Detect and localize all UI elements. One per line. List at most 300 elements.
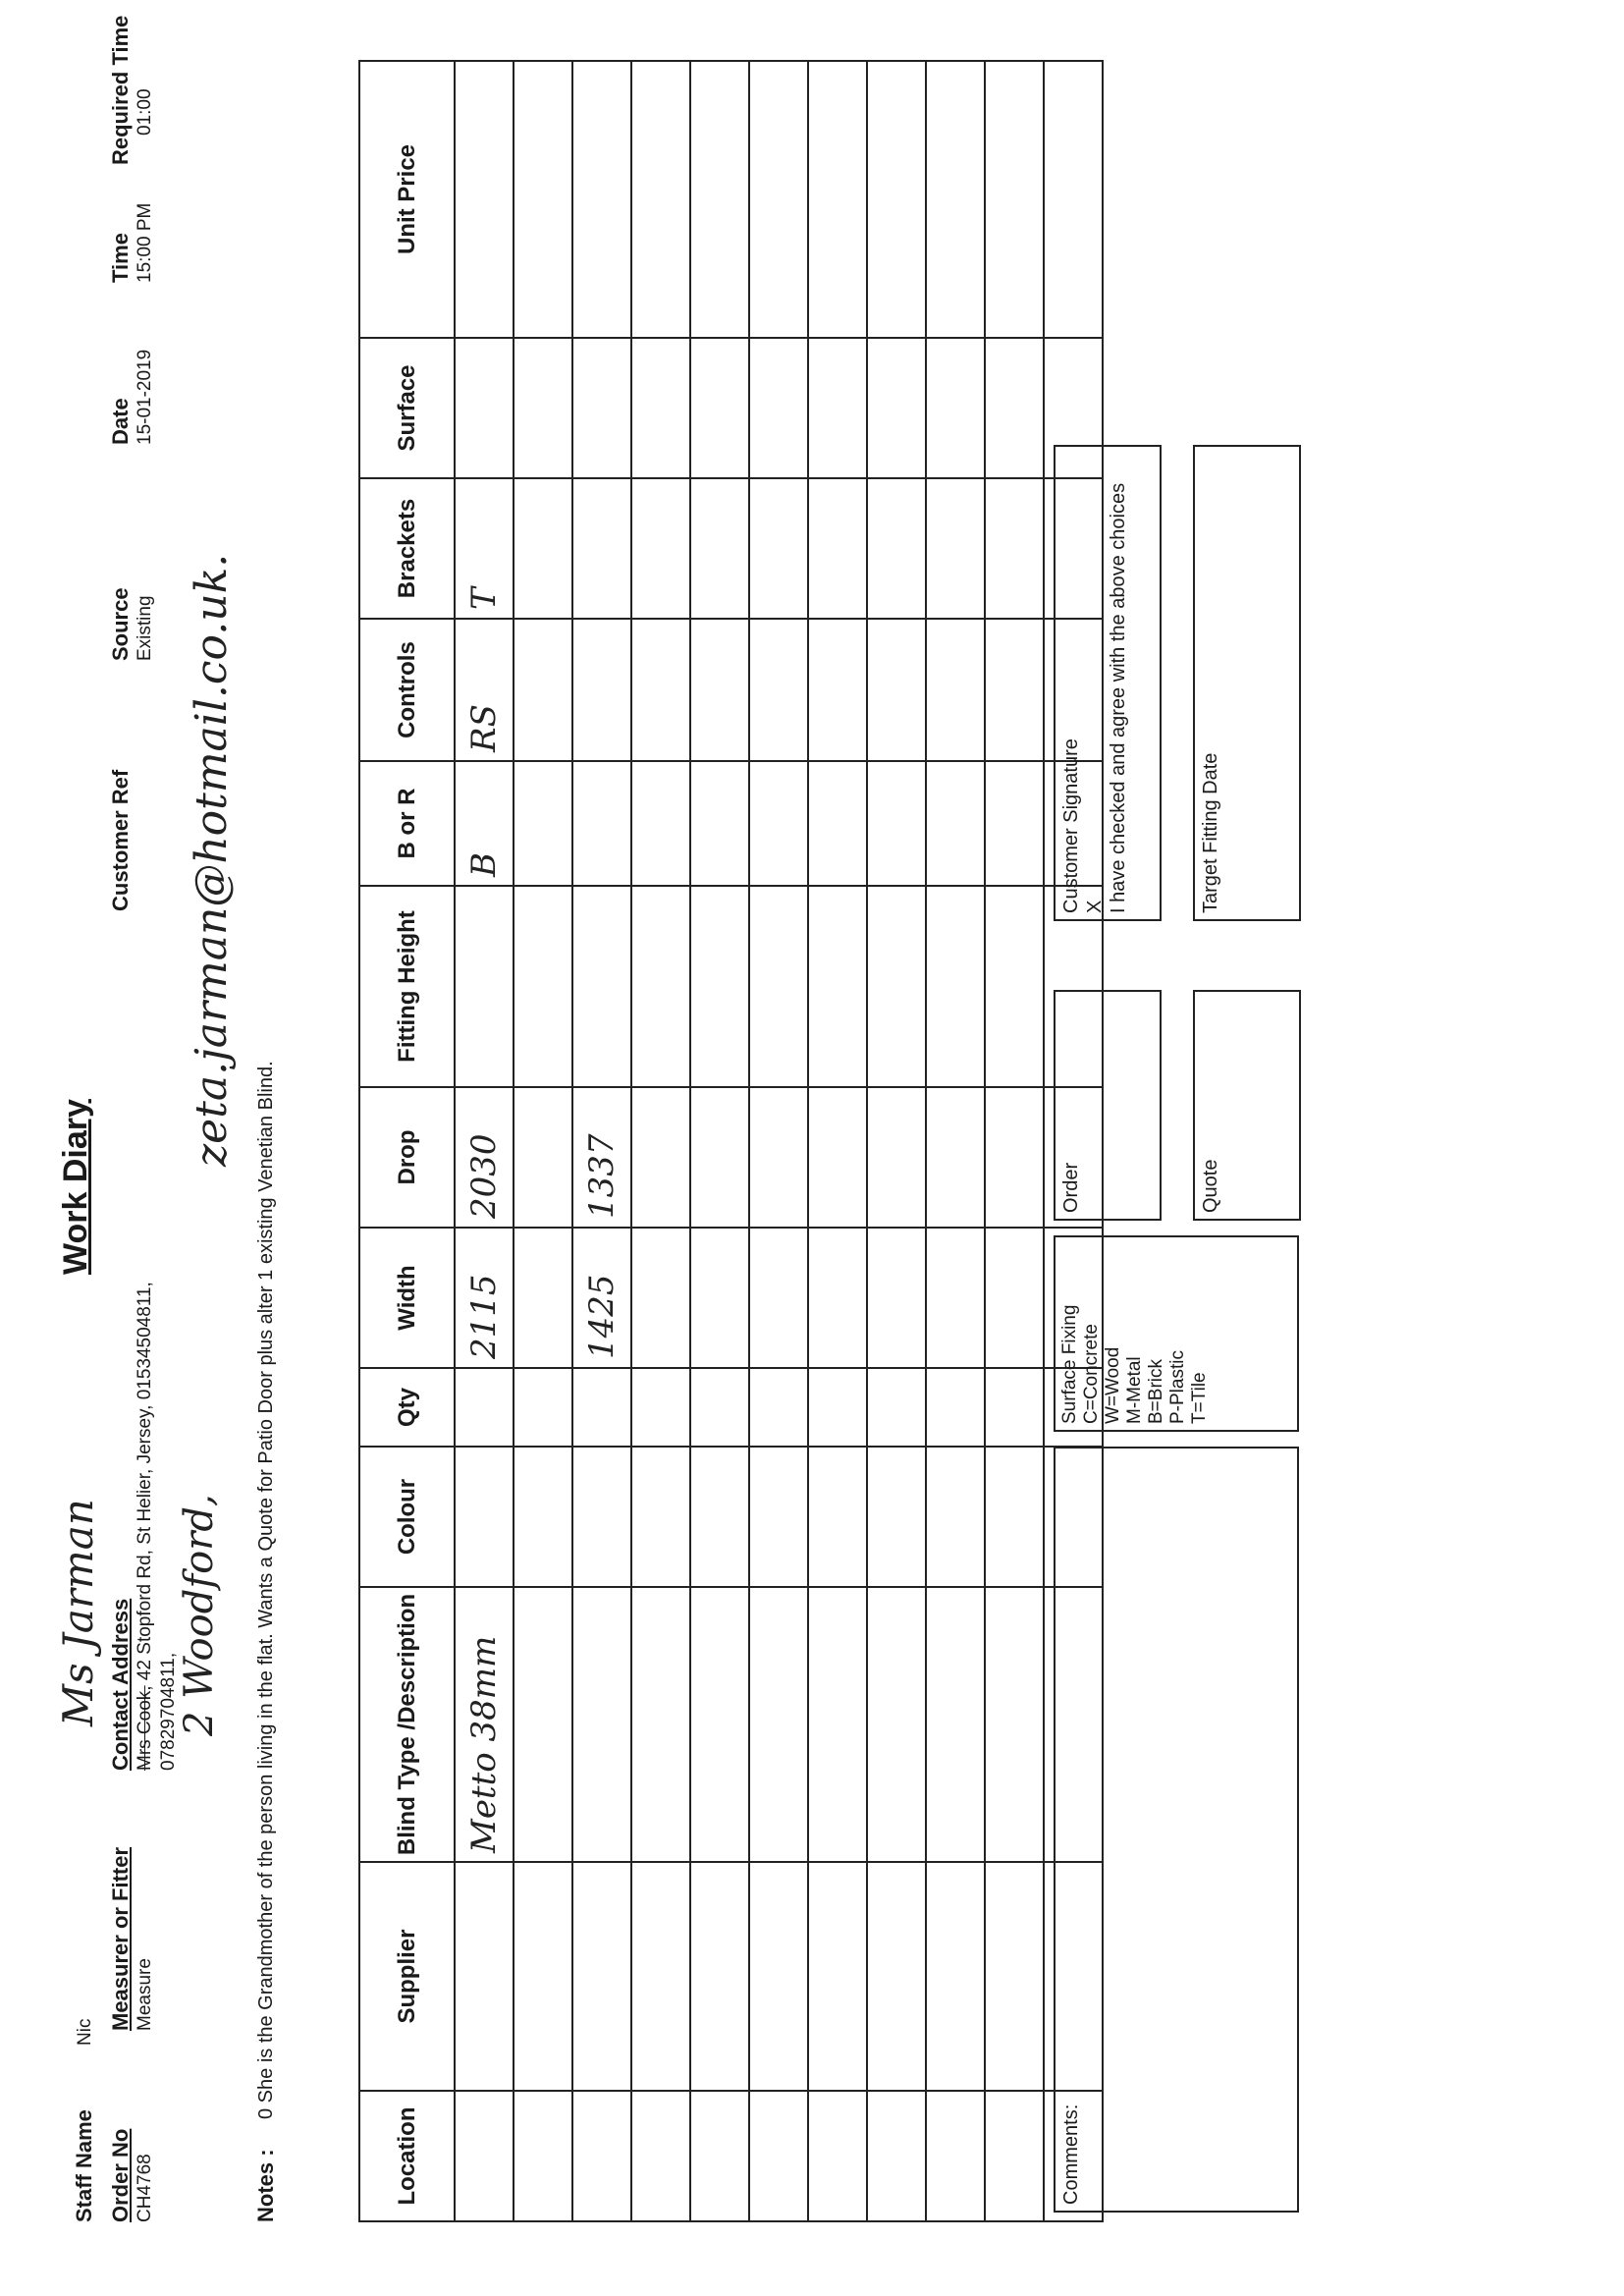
table-cell[interactable]	[690, 1087, 749, 1228]
column-header: Width	[359, 1228, 455, 1368]
table-cell[interactable]	[572, 1447, 631, 1587]
cell-value	[700, 2082, 739, 2090]
table-cell[interactable]	[514, 619, 572, 761]
order-box[interactable]	[1054, 990, 1162, 1221]
table-cell[interactable]	[749, 1862, 808, 2091]
cell-value	[523, 2082, 563, 2090]
table-cell[interactable]	[514, 761, 572, 886]
comments-label: Comments:	[1060, 2104, 1082, 2205]
cell-value	[995, 1078, 1034, 1086]
table-cell[interactable]	[867, 619, 926, 761]
cell-value	[700, 2213, 739, 2220]
cell-value	[936, 877, 975, 885]
table-cell[interactable]	[572, 1228, 631, 1368]
cell-value	[641, 610, 680, 618]
cell-value	[641, 1219, 680, 1227]
table-cell[interactable]	[867, 2091, 926, 2221]
cell-value	[700, 329, 739, 337]
cell-value	[995, 469, 1034, 477]
table-cell[interactable]	[985, 1587, 1044, 1862]
table-row	[808, 61, 867, 2221]
table-cell[interactable]	[926, 619, 985, 761]
cell-value	[936, 329, 975, 337]
cell-value	[523, 1359, 563, 1367]
table-cell[interactable]	[867, 761, 926, 886]
table-cell[interactable]	[867, 1087, 926, 1228]
cell-value	[759, 1578, 798, 1586]
table-cell[interactable]	[631, 761, 690, 886]
surface-fixing-line: P-Plastic	[1167, 1350, 1188, 1424]
table-cell[interactable]	[808, 1447, 867, 1587]
table-cell[interactable]	[926, 761, 985, 886]
cell-value	[641, 1078, 680, 1086]
column-header: Colour	[359, 1447, 455, 1587]
table-cell[interactable]	[455, 1862, 514, 2091]
cell-value	[936, 2082, 975, 2090]
cell-value	[995, 1578, 1034, 1586]
cell-value	[995, 1219, 1034, 1227]
table-cell[interactable]	[455, 761, 514, 886]
cell-value	[700, 877, 739, 885]
cell-value: T	[464, 587, 504, 610]
cell-value: 2030	[464, 1133, 504, 1219]
cell-value	[759, 2082, 798, 2090]
table-cell[interactable]	[985, 761, 1044, 886]
table-cell[interactable]	[808, 1368, 867, 1447]
table-cell[interactable]	[867, 1368, 926, 1447]
cell-value	[877, 1359, 916, 1367]
table-cell[interactable]	[690, 1447, 749, 1587]
blinds-table	[358, 60, 1104, 2222]
table-cell[interactable]	[985, 886, 1044, 1087]
struck-contact-name: Mrs Cook,	[135, 1685, 155, 1771]
table-cell[interactable]	[926, 886, 985, 1087]
customer-ref-label: Customer Ref	[108, 769, 133, 911]
cell-value	[641, 469, 680, 477]
table-cell[interactable]	[631, 619, 690, 761]
customer-signature-box[interactable]	[1054, 445, 1162, 921]
table-cell[interactable]	[514, 61, 572, 338]
surface-fixing-line: B=Brick	[1146, 1359, 1166, 1424]
cell-value	[582, 877, 622, 885]
table-cell[interactable]	[631, 1587, 690, 1862]
table-cell[interactable]	[572, 1368, 631, 1447]
cell-value	[759, 1219, 798, 1227]
table-cell[interactable]	[749, 761, 808, 886]
cell-value	[818, 1078, 857, 1086]
staff-name-value: Nic	[75, 2018, 95, 2046]
table-cell[interactable]	[572, 1862, 631, 2091]
table-cell[interactable]	[926, 2091, 985, 2221]
cell-value	[936, 1853, 975, 1861]
time-value: 15:00 PM	[135, 202, 155, 283]
cell-value	[759, 2213, 798, 2220]
staff-name-label: Staff Name	[72, 2109, 96, 2222]
table-row	[455, 61, 514, 2221]
table-cell[interactable]	[631, 61, 690, 338]
cell-value	[877, 1219, 916, 1227]
cell-value	[700, 610, 739, 618]
cell-value	[936, 610, 975, 618]
cell-value	[700, 1359, 739, 1367]
cell-value	[936, 469, 975, 477]
table-cell[interactable]	[749, 2091, 808, 2221]
cell-value	[936, 2213, 975, 2220]
table-cell[interactable]	[749, 478, 808, 619]
table-cell[interactable]	[455, 2091, 514, 2221]
surface-fixing-line: M-Metal	[1124, 1356, 1145, 1424]
table-cell[interactable]	[1044, 61, 1103, 338]
table-cell[interactable]	[514, 1587, 572, 1862]
cell-value	[877, 1853, 916, 1861]
table-cell[interactable]	[455, 886, 514, 1087]
table-cell[interactable]	[985, 1862, 1044, 2091]
table-cell[interactable]	[749, 619, 808, 761]
table-cell[interactable]	[867, 1447, 926, 1587]
quote-box[interactable]	[1193, 990, 1301, 1221]
table-cell[interactable]	[749, 886, 808, 1087]
table-cell[interactable]	[572, 761, 631, 886]
cell-value	[582, 329, 622, 337]
table-cell[interactable]	[690, 338, 749, 478]
table-cell[interactable]	[808, 2091, 867, 2221]
column-header: Supplier	[359, 1862, 455, 2091]
table-cell[interactable]	[985, 1368, 1044, 1447]
cell-value	[995, 877, 1034, 885]
table-cell[interactable]	[690, 619, 749, 761]
table-cell[interactable]	[690, 478, 749, 619]
cell-value	[700, 1078, 739, 1086]
cell-value	[700, 1219, 739, 1227]
cell-value	[641, 2213, 680, 2220]
table-cell[interactable]	[514, 886, 572, 1087]
cell-value: Metto 38mm	[464, 1635, 504, 1853]
order-no-label: Order No	[108, 2128, 133, 2222]
cell-value	[582, 1853, 622, 1861]
cell-value	[818, 1219, 857, 1227]
order-label: Order	[1060, 1162, 1082, 1213]
cell-value	[464, 1078, 504, 1086]
table-row	[749, 61, 808, 2221]
table-cell[interactable]	[985, 1228, 1044, 1368]
cell-value	[641, 752, 680, 760]
comments-box[interactable]	[1054, 1447, 1299, 2213]
table-cell[interactable]	[690, 2091, 749, 2221]
cell-value	[995, 2082, 1034, 2090]
cell-value	[582, 2082, 622, 2090]
contact-phone: 07829704811,	[158, 1652, 179, 1771]
table-row	[631, 61, 690, 2221]
cell-value	[759, 752, 798, 760]
table-cell[interactable]	[455, 338, 514, 478]
cell-value: 1425	[582, 1274, 622, 1359]
cell-value	[582, 1078, 622, 1086]
cell-value	[877, 752, 916, 760]
table-cell[interactable]	[631, 478, 690, 619]
cell-value	[759, 1359, 798, 1367]
table-row	[867, 61, 926, 2221]
table-cell[interactable]	[514, 2091, 572, 2221]
table-cell[interactable]	[985, 2091, 1044, 2221]
cell-value	[936, 1219, 975, 1227]
table-cell[interactable]	[867, 1862, 926, 2091]
table-cell[interactable]	[926, 338, 985, 478]
required-time-value: 01:00	[135, 88, 155, 136]
table-cell[interactable]	[631, 1862, 690, 2091]
cell-value	[759, 1853, 798, 1861]
table-cell[interactable]	[749, 1087, 808, 1228]
table-cell[interactable]	[749, 1228, 808, 1368]
table-cell[interactable]	[808, 1862, 867, 2091]
cell-value	[877, 2082, 916, 2090]
cell-value	[582, 1438, 622, 1446]
table-cell[interactable]	[690, 1368, 749, 1447]
signature-statement: I have checked and agree with the above choices	[1108, 482, 1129, 913]
cell-value: 2115	[464, 1274, 504, 1359]
cell-value: B	[464, 852, 504, 877]
cell-value	[582, 2213, 622, 2220]
table-cell[interactable]	[985, 338, 1044, 478]
cell-value	[936, 1578, 975, 1586]
cell-value	[1054, 1438, 1093, 1446]
signature-mark: X	[1084, 900, 1106, 913]
cell-value	[818, 1578, 857, 1586]
cell-value	[582, 610, 622, 618]
table-cell[interactable]	[808, 886, 867, 1087]
cell-value	[523, 1078, 563, 1086]
cell-value: 1337	[582, 1133, 622, 1219]
table-cell[interactable]	[455, 1368, 514, 1447]
cell-value	[936, 1438, 975, 1446]
table-cell[interactable]	[455, 619, 514, 761]
table-cell[interactable]	[749, 61, 808, 338]
handwritten-customer-name: Ms Jarman	[54, 1499, 102, 1726]
table-cell[interactable]	[749, 1447, 808, 1587]
table-cell[interactable]	[572, 2091, 631, 2221]
table-cell[interactable]	[572, 478, 631, 619]
table-cell[interactable]	[808, 619, 867, 761]
table-cell[interactable]	[514, 1087, 572, 1228]
table-cell[interactable]	[631, 1368, 690, 1447]
table-cell[interactable]	[514, 1447, 572, 1587]
table-cell[interactable]	[985, 478, 1044, 619]
cell-value	[523, 469, 563, 477]
table-cell[interactable]	[808, 761, 867, 886]
cell-value	[582, 1578, 622, 1586]
date-value: 15-01-2019	[135, 349, 155, 445]
cell-value	[818, 469, 857, 477]
cell-value	[818, 877, 857, 885]
table-cell[interactable]	[690, 761, 749, 886]
table-cell[interactable]	[926, 1087, 985, 1228]
date-label: Date	[108, 398, 133, 445]
table-cell[interactable]	[514, 1862, 572, 2091]
table-cell[interactable]	[631, 2091, 690, 2221]
table-cell[interactable]	[572, 338, 631, 478]
table-cell[interactable]	[808, 61, 867, 338]
cell-value	[641, 2082, 680, 2090]
table-cell[interactable]	[631, 338, 690, 478]
cell-value	[523, 1219, 563, 1227]
table-cell[interactable]	[926, 1862, 985, 2091]
table-cell[interactable]	[808, 338, 867, 478]
cell-value	[759, 1438, 798, 1446]
table-header-row	[359, 61, 455, 2221]
table-cell[interactable]	[514, 1368, 572, 1447]
table-cell[interactable]	[985, 61, 1044, 338]
table-cell[interactable]	[749, 1368, 808, 1447]
cell-value	[759, 1078, 798, 1086]
cell-value	[700, 1578, 739, 1586]
column-header: Controls	[359, 619, 455, 761]
required-time-label: Required Time	[108, 15, 133, 165]
measurer-value: Measure	[135, 1958, 155, 2031]
table-cell[interactable]	[572, 1587, 631, 1862]
target-fitting-date-box[interactable]	[1193, 445, 1301, 921]
surface-fixing-line: T=Tile	[1189, 1372, 1210, 1424]
table-cell[interactable]	[867, 478, 926, 619]
column-header: Unit Price	[359, 61, 455, 338]
table-cell[interactable]	[455, 61, 514, 338]
table-row	[514, 61, 572, 2221]
table-cell[interactable]	[985, 1087, 1044, 1228]
surface-fixing-legend	[1054, 1235, 1299, 1432]
table-cell[interactable]	[631, 1447, 690, 1587]
cell-value	[523, 2213, 563, 2220]
measurer-label: Measurer or Fitter	[108, 1846, 133, 2031]
column-header: Surface	[359, 338, 455, 478]
cell-value	[995, 1359, 1034, 1367]
cell-value	[700, 1438, 739, 1446]
table-cell[interactable]	[631, 886, 690, 1087]
cell-value	[759, 329, 798, 337]
target-fitting-label: Target Fitting Date	[1200, 752, 1221, 913]
table-cell[interactable]	[926, 1228, 985, 1368]
table-cell[interactable]	[572, 886, 631, 1087]
table-cell[interactable]	[808, 1228, 867, 1368]
table-cell[interactable]	[985, 619, 1044, 761]
table-cell[interactable]	[514, 1228, 572, 1368]
table-cell[interactable]	[926, 1587, 985, 1862]
cell-value	[818, 1853, 857, 1861]
notes-label: Notes :	[253, 2149, 278, 2222]
cell-value	[700, 1853, 739, 1861]
table-row	[690, 61, 749, 2221]
cell-value	[523, 1438, 563, 1446]
cell-value	[818, 2082, 857, 2090]
table-row	[572, 61, 631, 2221]
cell-value: RS	[464, 704, 504, 752]
contact-address-value	[135, 1282, 156, 1771]
page-title: Work Diary	[57, 1099, 94, 1275]
cell-value	[818, 752, 857, 760]
surface-fixing-line: W=Wood	[1103, 1346, 1123, 1424]
table-cell[interactable]	[867, 886, 926, 1087]
table-cell[interactable]	[749, 1587, 808, 1862]
column-header: Drop	[359, 1087, 455, 1228]
cell-value	[877, 1438, 916, 1446]
cell-value	[759, 877, 798, 885]
cell-value	[877, 1578, 916, 1586]
table-cell[interactable]	[455, 1228, 514, 1368]
table-cell[interactable]	[867, 1587, 926, 1862]
cell-value	[641, 329, 680, 337]
signature-label: Customer Signature	[1060, 738, 1082, 913]
time-label: Time	[108, 233, 133, 283]
table-row	[985, 61, 1044, 2221]
source-label: Source	[108, 587, 133, 661]
surface-fixing-line: Surface Fixing	[1059, 1304, 1080, 1424]
table-body	[455, 61, 1103, 2221]
cell-value	[700, 469, 739, 477]
table-cell[interactable]	[514, 338, 572, 478]
cell-value	[641, 1438, 680, 1446]
table-cell[interactable]	[926, 1447, 985, 1587]
table-cell[interactable]	[455, 1587, 514, 1862]
table-cell[interactable]	[867, 1228, 926, 1368]
handwritten-address: 2 Woodford,	[177, 1494, 222, 1736]
table-cell[interactable]	[808, 1587, 867, 1862]
cell-value	[759, 469, 798, 477]
cell-value	[936, 1078, 975, 1086]
table-cell[interactable]	[926, 478, 985, 619]
cell-value	[464, 469, 504, 477]
cell-value	[1054, 329, 1093, 337]
cell-value	[995, 329, 1034, 337]
table-cell[interactable]	[926, 61, 985, 338]
table-cell[interactable]	[514, 478, 572, 619]
table-cell[interactable]	[455, 1087, 514, 1228]
cell-value	[464, 1438, 504, 1446]
table-cell[interactable]	[455, 478, 514, 619]
table-cell[interactable]	[926, 1368, 985, 1447]
cell-value	[464, 329, 504, 337]
order-no-value: CH4768	[135, 2154, 155, 2222]
table-cell[interactable]	[808, 478, 867, 619]
table-cell[interactable]	[572, 619, 631, 761]
column-header: Location	[359, 2091, 455, 2221]
cell-value	[995, 1853, 1034, 1861]
column-header: Fitting Height	[359, 886, 455, 1087]
contact-address-text: 42 Stopford Rd, St Helier, Jersey, 01534504811,	[135, 1282, 155, 1681]
cell-value	[523, 752, 563, 760]
table-cell[interactable]	[690, 886, 749, 1087]
surface-fixing-line: C=Concrete	[1081, 1324, 1102, 1424]
table-cell[interactable]	[690, 1587, 749, 1862]
table-cell[interactable]	[572, 1087, 631, 1228]
table-cell[interactable]	[867, 338, 926, 478]
table-cell[interactable]	[690, 1228, 749, 1368]
table-cell[interactable]	[867, 61, 926, 338]
cell-value	[464, 1578, 504, 1586]
table-cell[interactable]	[572, 61, 631, 338]
table-cell[interactable]	[985, 1447, 1044, 1587]
table-cell[interactable]	[690, 61, 749, 338]
table-cell[interactable]	[631, 1087, 690, 1228]
table-cell[interactable]	[749, 338, 808, 478]
cell-value	[818, 329, 857, 337]
table-cell[interactable]	[631, 1228, 690, 1368]
table-cell[interactable]	[808, 1087, 867, 1228]
cell-value	[464, 2082, 504, 2090]
cell-value	[641, 1359, 680, 1367]
cell-value	[995, 2213, 1034, 2220]
table-cell[interactable]	[690, 1862, 749, 2091]
cell-value	[818, 610, 857, 618]
table-cell[interactable]	[455, 1447, 514, 1587]
cell-value	[995, 1438, 1034, 1446]
cell-value	[759, 610, 798, 618]
